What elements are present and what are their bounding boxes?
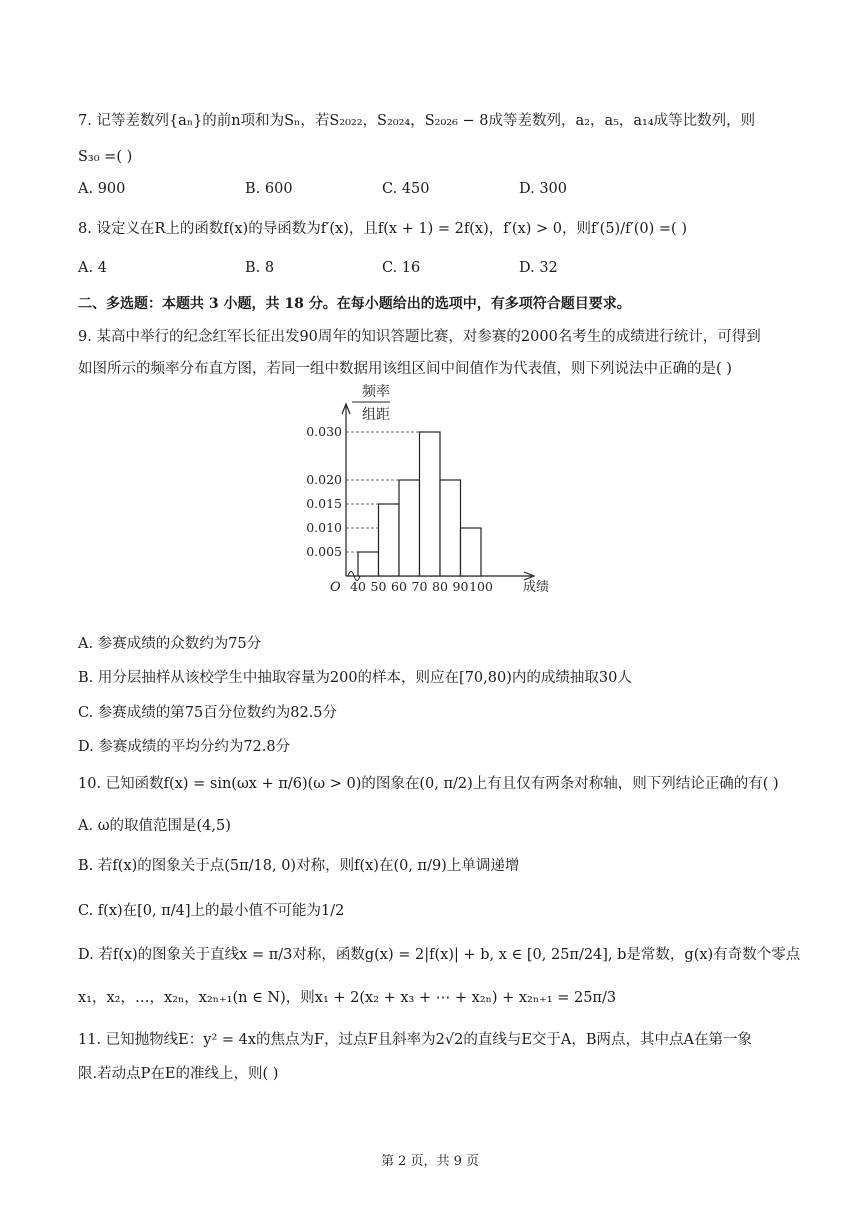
y-label-top: 频率 (362, 384, 390, 400)
q9-option-d: D. 参赛成绩的平均分约为72.8分 (78, 739, 291, 755)
y-label-bottom: 组距 (362, 407, 390, 423)
q7-stem-line1: 7. 记等差数列{aₙ}的前n项和为Sₙ，若S₂₀₂₂，S₂₀₂₄，S₂₀₂₆ − 8成等差数列，a₂，a₅，a₁₄成等比数列，则 (78, 113, 756, 129)
section-header-multiple-choice: 二、多选题：本题共 3 小题，共 18 分。在每小题给出的选项中，有多项符合题目要求。 (78, 296, 631, 312)
q8-stem: 8. 设定义在R上的函数f(x)的导函数为f′(x)，且f(x + 1) = 2f(x)，f′(x) > 0，则f′(5)/f′(0) =( ) (78, 221, 687, 237)
histogram-bar (440, 480, 461, 576)
q7-option-b: B. 600 (245, 181, 293, 197)
y-tick-label: 0.010 (306, 520, 342, 535)
q9-option-a: A. 参赛成绩的众数约为75分 (78, 636, 262, 652)
x-tick-label: 70 (411, 579, 428, 594)
q11-stem-line1: 11. 已知抛物线E：y² = 4x的焦点为F，过点F且斜率为2√2的直线与E交于A，B两点，其中点A在第一象 (78, 1032, 753, 1048)
q7-option-a: A. 900 (78, 181, 126, 197)
q7-option-d: D. 300 (519, 181, 568, 197)
q8-option-b: B. 8 (245, 260, 275, 276)
y-tick-label: 0.030 (306, 424, 342, 439)
page-footer: 第 2 页，共 9 页 (380, 1154, 480, 1169)
x-tick-label: 90 (452, 579, 469, 594)
histogram-bar (420, 432, 441, 576)
x-tick-label: 80 (432, 579, 448, 594)
q9-option-b: B. 用分层抽样从该校学生中抽取容量为200的样本，则应在[70,80)内的成绩抽取30人 (78, 670, 632, 686)
histogram-bar (358, 552, 379, 576)
q10-option-b: B. 若f(x)的图象关于点(5π/18, 0)对称，则f(x)在(0, π/9)上单调递增 (78, 858, 520, 874)
y-tick-label: 0.015 (306, 496, 342, 511)
histogram-bar (399, 480, 420, 576)
q9-stem-line2: 如图所示的频率分布直方图，若同一组中数据用该组区间中间值作为代表值，则下列说法中正确的是( ) (78, 361, 732, 377)
q10-option-d-line1: D. 若f(x)的图象关于直线x = π/3对称，函数g(x) = 2|f(x)| + b, x ∈ [0, 25π/24], b是常数，g(x)有奇数个零点 (78, 947, 801, 963)
x-tick-label: 40 (350, 579, 366, 594)
x-axis-label: 成绩 (523, 580, 550, 595)
histogram-bar (379, 504, 400, 576)
q10-option-a: A. ω的取值范围是(4,5) (78, 818, 231, 834)
x-tick-label: 100 (469, 579, 493, 594)
q7-stem-line2: S₃₀ =( ) (78, 149, 133, 165)
y-tick-label: 0.020 (306, 472, 342, 487)
origin-label: O (330, 580, 341, 595)
x-tick-label: 60 (391, 579, 407, 594)
frequency-histogram (290, 378, 570, 603)
q8-options (78, 258, 778, 278)
q7-option-c: C. 450 (382, 181, 430, 197)
q8-option-d: D. 32 (519, 260, 558, 276)
y-tick-label: 0.005 (306, 544, 342, 559)
x-tick-label: 50 (370, 579, 387, 594)
q10-stem: 10. 已知函数f(x) = sin(ωx + π/6)(ω > 0)的图象在(0, π/2)上有且仅有两条对称轴，则下列结论正确的有( ) (78, 776, 779, 792)
q8-option-c: C. 16 (382, 260, 421, 276)
q8-option-a: A. 4 (78, 260, 107, 276)
q9-option-c: C. 参赛成绩的第75百分位数约为82.5分 (78, 705, 338, 721)
q9-stem-line1: 9. 某高中举行的纪念红军长征出发90周年的知识答题比赛，对参赛的2000名考生的成绩进行统计，可得到 (78, 329, 761, 345)
q7-options (78, 179, 778, 199)
q10-option-d-line2: x₁，x₂，…，x₂ₙ，x₂ₙ₊₁(n ∈ N)，则x₁ + 2(x₂ + x₃ + ⋯ + x₂ₙ) + x₂ₙ₊₁ = 25π/3 (78, 990, 617, 1006)
q11-stem-line2: 限.若动点P在E的准线上，则( ) (78, 1066, 279, 1082)
q10-option-c: C. f(x)在[0, π/4]上的最小值不可能为1/2 (78, 903, 345, 919)
histogram-bar (461, 528, 482, 576)
